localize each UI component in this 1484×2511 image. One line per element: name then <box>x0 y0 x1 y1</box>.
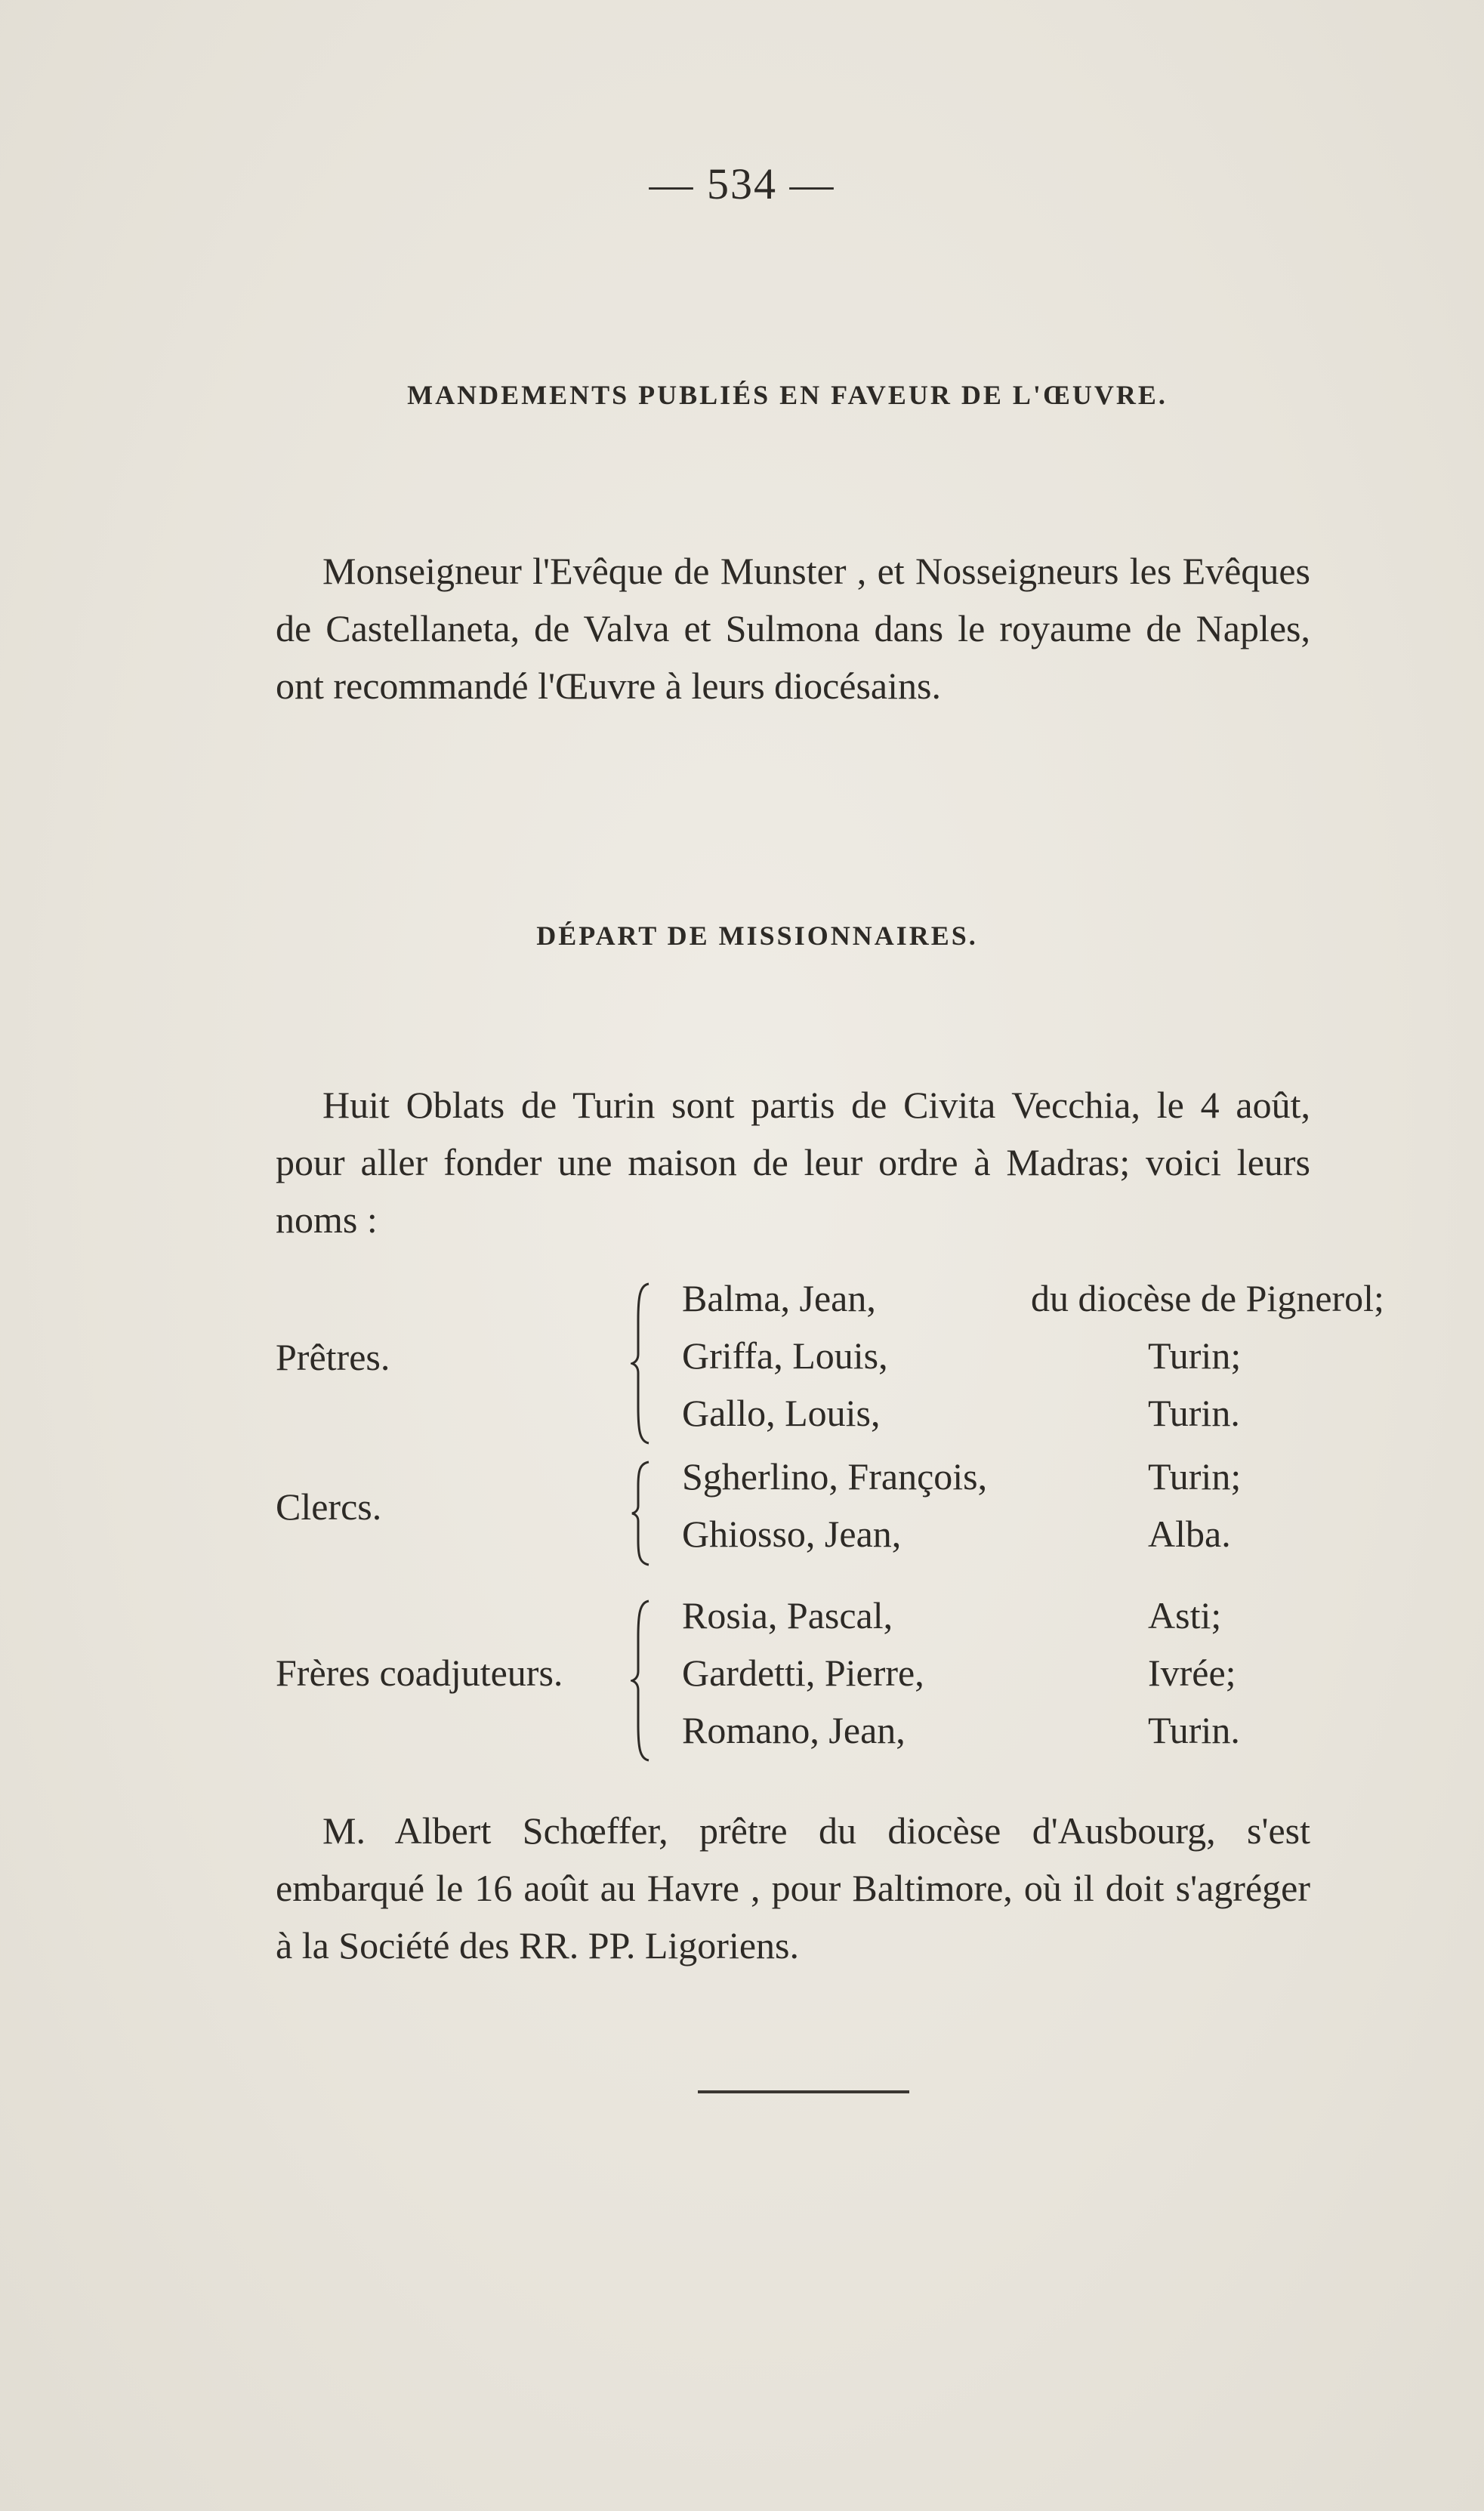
roster-group-freres <box>276 1593 1325 1766</box>
missionary-roster <box>276 1276 1384 1775</box>
member-diocese: Asti; <box>1148 1594 1222 1636</box>
member-row <box>276 1391 1325 1448</box>
member-row <box>276 1454 1325 1512</box>
member-diocese: Turin; <box>1148 1455 1242 1498</box>
member-name: Rosia, Pascal, <box>682 1594 893 1636</box>
paragraph-mandements <box>276 542 1310 714</box>
member-diocese: du diocèse de Pignerol; <box>1031 1277 1384 1319</box>
member-diocese: Ivrée; <box>1148 1652 1236 1694</box>
closing-rule <box>698 2090 909 2093</box>
section-heading-depart: DÉPART DE MISSIONNAIRES. <box>536 921 978 951</box>
member-name: Gardetti, Pierre, <box>682 1652 924 1694</box>
member-row <box>276 1593 1325 1651</box>
page-number: — 534 — <box>649 159 835 208</box>
member-row <box>276 1708 1325 1766</box>
member-name: Gallo, Louis, <box>682 1392 881 1434</box>
member-name: Romano, Jean, <box>682 1709 906 1751</box>
paragraph-schoeffer <box>276 1802 1310 1974</box>
member-row <box>276 1334 1325 1391</box>
member-name: Sgherlino, François, <box>682 1455 988 1498</box>
paragraph-depart-text: Huit Oblats de Turin sont partis de Civita Vecchia, le 4 août, pour aller fonder une maison de leur ordre à Madras; voici leurs noms : <box>276 1084 1310 1241</box>
member-row <box>276 1651 1325 1708</box>
member-name: Ghiosso, Jean, <box>682 1513 902 1555</box>
group-label-pretres: Prêtres. <box>276 1336 390 1378</box>
member-diocese: Turin. <box>1148 1392 1240 1434</box>
member-diocese: Turin. <box>1148 1709 1240 1751</box>
member-name: Griffa, Louis, <box>682 1334 888 1377</box>
roster-group-clercs <box>276 1454 1325 1569</box>
member-diocese: Turin; <box>1148 1334 1242 1377</box>
paragraph-depart <box>276 1076 1310 1248</box>
paragraph-schoeffer-text: M. Albert Schœffer, prêtre du diocèse d'Ausbourg, s'est embarqué le 16 août au Havre , pour Baltimore, où il doit s'agréger à la Société des RR. PP. Ligoriens. <box>276 1809 1310 1967</box>
group-label-freres: Frères coadjuteurs. <box>276 1652 563 1694</box>
group-label-clercs: Clercs. <box>276 1485 382 1528</box>
paragraph-mandements-text: Monseigneur l'Evêque de Munster , et Nosseigneurs les Evêques de Castellaneta, de Valva et Sulmona dans le royaume de Naples, ont recommandé l'Œuvre à leurs diocésains. <box>276 550 1310 707</box>
member-row <box>276 1512 1325 1569</box>
member-row <box>276 1276 1384 1334</box>
section-heading-mandements: MANDEMENTS PUBLIÉS EN FAVEUR DE L'ŒUVRE. <box>407 380 1168 410</box>
member-name: Balma, Jean, <box>682 1277 876 1319</box>
roster-group-pretres <box>276 1276 1384 1448</box>
member-diocese: Alba. <box>1148 1513 1231 1555</box>
